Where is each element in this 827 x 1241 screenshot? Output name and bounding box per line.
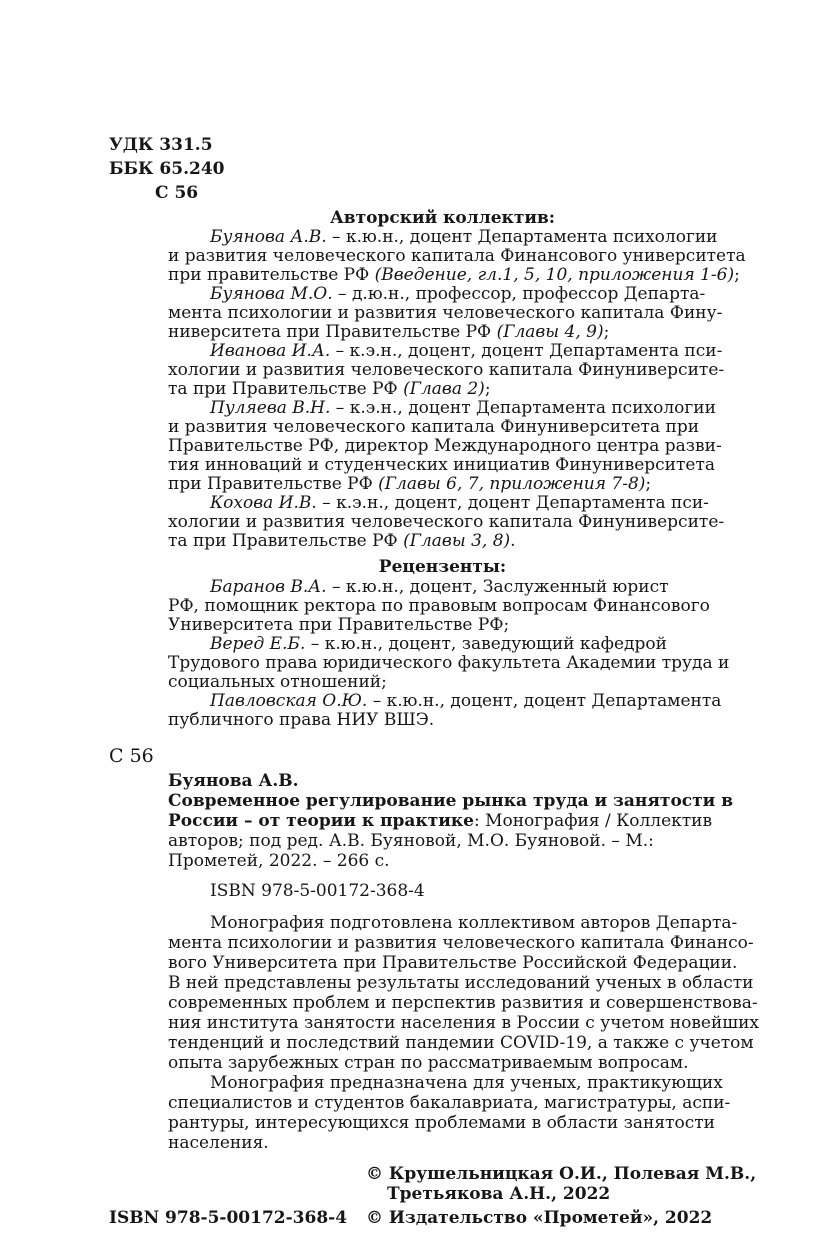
catalog-author: Буянова А.В. <box>168 771 299 791</box>
abstract-p1-line-6: ния института занятости населения в России с учетом новейших <box>168 1013 760 1033</box>
reviewer-2-line-3: социальных отношений; <box>168 672 387 692</box>
author-3-punct: ; <box>484 379 491 399</box>
author-5-name: Кохова И.В. <box>210 493 317 513</box>
abstract-p2-line-2: специалистов и студентов бакалавриата, магистратуры, аспи- <box>168 1093 731 1113</box>
authors-heading: Авторский коллектив: <box>329 208 556 228</box>
footer-isbn: ISBN 978-5-00172-368-4 <box>109 1208 348 1228</box>
reviewer-2-line-2: Трудового права юридического факультета Академии труда и <box>168 653 730 673</box>
author-3-line-1 <box>210 341 722 361</box>
reviewer-3-line-1 <box>210 691 721 711</box>
author-4-line-1 <box>210 398 716 418</box>
author-1-chapters: (Введение, гл.1, 5, 10, приложения 1-6) <box>374 265 735 285</box>
author-5-punct: . <box>510 531 516 551</box>
reviewer-3-text: – к.ю.н., доцент, доцент Департамента <box>367 691 722 711</box>
reviewer-1-text: – к.ю.н., доцент, Заслуженный юрист <box>326 577 669 597</box>
reviewer-3-name: Павловская О.Ю. <box>210 691 368 711</box>
catalog-code: С 56 <box>109 745 154 767</box>
copyright-publisher: © Издательство «Прометей», 2022 <box>366 1208 713 1228</box>
author-2-line-1 <box>210 284 705 304</box>
abstract-p1-line-2: мента психологии и развития человеческого капитала Финансо- <box>168 933 754 953</box>
reviewer-1-name: Баранов В.А. <box>210 577 327 597</box>
abstract-p2-line-4: населения. <box>168 1133 269 1153</box>
author-2-chapters: (Главы 4, 9) <box>496 322 604 342</box>
reviewer-1-line-2: РФ, помощник ректора по правовым вопросам Финансового <box>168 596 710 616</box>
author-3-affiliation: та при Правительстве РФ <box>168 379 404 399</box>
author-2-line-3 <box>168 322 609 342</box>
author-3-name: Иванова И.А. <box>210 341 331 361</box>
author-4-line-5 <box>168 474 651 494</box>
catalog-title-line-1: Современное регулирование рынка труда и занятости в <box>168 791 734 811</box>
author-3-line-3 <box>168 379 491 399</box>
author-4-punct: ; <box>645 474 652 494</box>
reviewer-2-name: Веред Е.Б. <box>210 634 306 654</box>
catalog-isbn: ISBN 978-5-00172-368-4 <box>210 881 425 901</box>
author-mark: С 56 <box>155 183 199 203</box>
abstract-p2-line-3: рантуры, интересующихся проблемами в области занятости <box>168 1113 715 1133</box>
author-2-line-2: мента психологии и развития человеческого капитала Фину- <box>168 303 723 323</box>
author-5-line-3 <box>168 531 516 551</box>
author-2-punct: ; <box>603 322 610 342</box>
author-4-line-2: и развития человеческого капитала Финуниверситета при <box>168 417 700 437</box>
author-1-line-3 <box>168 265 740 285</box>
reviewer-2-line-1 <box>210 634 667 654</box>
reviewer-1-line-3: Университета при Правительстве РФ; <box>168 615 510 635</box>
abstract-p1-line-7: тенденций и последствий пандемии COVID-19, а также с учетом <box>168 1033 754 1053</box>
author-2-name: Буянова М.О. <box>210 284 333 304</box>
author-3-text: – к.э.н., доцент, доцент Департамента пси- <box>330 341 723 361</box>
author-1-punct: ; <box>734 265 740 285</box>
udk-code: УДК 331.5 <box>109 135 213 155</box>
author-5-text: – к.э.н., доцент, доцент Департамента пси- <box>316 493 709 513</box>
catalog-line-3: авторов; под ред. А.В. Буяновой, М.О. Буяновой. – М.: <box>168 831 654 851</box>
bbk-code: ББК 65.240 <box>109 159 225 179</box>
author-1-name: Буянова А.В. <box>210 227 327 247</box>
author-5-chapters: (Главы 3, 8) <box>403 531 511 551</box>
abstract-p1-line-8: опыта зарубежных стран по рассматриваемым вопросам. <box>168 1053 689 1073</box>
author-4-chapters: (Главы 6, 7, приложения 7-8) <box>378 474 646 494</box>
catalog-title-end: России – от теории к практике <box>168 811 474 831</box>
author-1-line-1 <box>210 227 718 247</box>
reviewers-heading: Рецензенты: <box>378 557 507 577</box>
author-4-line-3: Правительстве РФ, директор Международного центра разви- <box>168 436 722 456</box>
author-3-line-2: хологии и развития человеческого капитала Финуниверсите- <box>168 360 725 380</box>
reviewer-2-text: – к.ю.н., доцент, заведующий кафедрой <box>305 634 667 654</box>
author-1-affiliation: при правительстве РФ <box>168 265 375 285</box>
catalog-line-4: Прометей, 2022. – 266 с. <box>168 851 390 871</box>
author-5-line-1 <box>210 493 709 513</box>
author-5-line-2: хологии и развития человеческого капитала Финуниверсите- <box>168 512 725 532</box>
author-1-line-2: и развития человеческого капитала Финансового университета <box>168 246 746 266</box>
catalog-type: : Монография / Коллектив <box>473 811 713 831</box>
author-3-chapters: (Глава 2) <box>403 379 485 399</box>
author-4-affiliation: при Правительстве РФ <box>168 474 379 494</box>
author-4-text: – к.э.н., доцент Департамента психологии <box>330 398 716 418</box>
catalog-title-line-2 <box>168 811 712 831</box>
reviewer-1-line-1 <box>210 577 669 597</box>
reviewer-3-line-2: публичного права НИУ ВШЭ. <box>168 710 435 730</box>
author-5-affiliation: та при Правительстве РФ <box>168 531 404 551</box>
author-4-name: Пуляева В.Н. <box>210 398 331 418</box>
copyright-authors-line-2: Третьякова А.Н., 2022 <box>387 1184 611 1204</box>
abstract-p1-line-1: Монография подготовлена коллективом авторов Департа- <box>210 913 738 933</box>
abstract-p1-line-4: В ней представлены результаты исследований ученых в области <box>168 973 754 993</box>
abstract-p2-line-1: Монография предназначена для ученых, практикующих <box>210 1073 723 1093</box>
abstract-p1-line-5: современных проблем и перспектив развития и совершенствова- <box>168 993 758 1013</box>
author-2-affiliation: ниверситета при Правительстве РФ <box>168 322 497 342</box>
abstract-p1-line-3: вого Университета при Правительстве Российской Федерации. <box>168 953 738 973</box>
author-1-text: – к.ю.н., доцент Департамента психологии <box>326 227 718 247</box>
author-2-text: – д.ю.н., профессор, профессор Департа- <box>332 284 706 304</box>
author-4-line-4: тия инноваций и студенческих инициатив Финуниверситета <box>168 455 715 475</box>
copyright-authors-line-1: © Крушельницкая О.И., Полевая М.В., <box>366 1164 757 1184</box>
